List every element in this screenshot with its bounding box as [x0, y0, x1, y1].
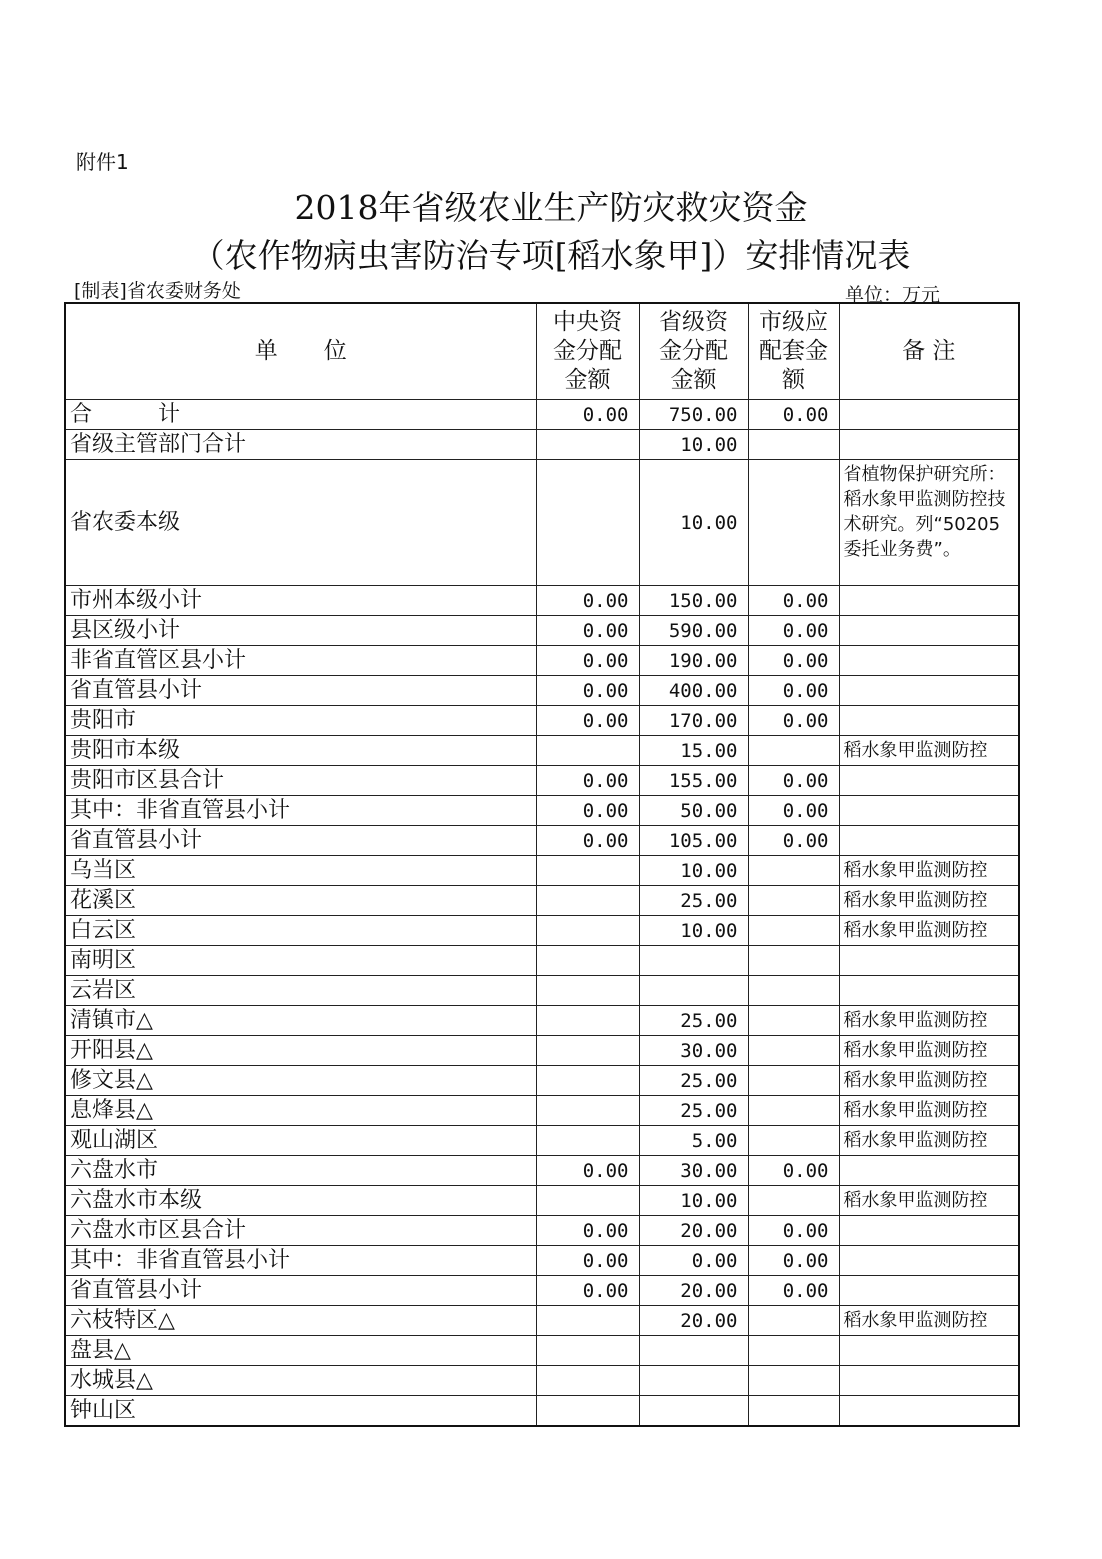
row-unit-name: 盘县△ — [65, 1336, 536, 1366]
row-note — [839, 1246, 1019, 1276]
table-row — [65, 796, 1019, 826]
table-row — [65, 646, 1019, 676]
row-central-amount — [536, 1096, 639, 1126]
table-row — [65, 916, 1019, 946]
table-row — [65, 1186, 1019, 1216]
row-unit-name: 非省直管区县小计 — [65, 646, 536, 676]
row-provincial-amount — [639, 946, 748, 976]
row-provincial-amount: 50.00 — [639, 796, 748, 826]
row-note — [839, 946, 1019, 976]
table-row — [65, 1396, 1019, 1427]
row-note — [839, 646, 1019, 676]
row-note — [839, 1156, 1019, 1186]
row-city-amount — [748, 736, 839, 766]
row-city-amount: 0.00 — [748, 400, 839, 430]
row-unit-name: 其中：非省直管县小计 — [65, 796, 536, 826]
row-provincial-amount: 10.00 — [639, 856, 748, 886]
table-row — [65, 1096, 1019, 1126]
table-row — [65, 676, 1019, 706]
row-unit-name: 修文县△ — [65, 1066, 536, 1096]
row-central-amount — [536, 1186, 639, 1216]
row-city-amount: 0.00 — [748, 1246, 839, 1276]
table-maker: [制表]省农委财务处 — [74, 280, 241, 302]
row-provincial-amount — [639, 1336, 748, 1366]
table-row — [65, 1066, 1019, 1096]
table-row — [65, 706, 1019, 736]
row-city-amount — [748, 976, 839, 1006]
row-central-amount — [536, 1366, 639, 1396]
row-city-amount — [748, 1336, 839, 1366]
row-provincial-amount: 590.00 — [639, 616, 748, 646]
row-note — [839, 766, 1019, 796]
row-unit-name: 省直管县小计 — [65, 826, 536, 856]
row-unit-name: 水城县△ — [65, 1366, 536, 1396]
row-provincial-amount: 20.00 — [639, 1276, 748, 1306]
row-unit-name: 云岩区 — [65, 976, 536, 1006]
row-central-amount: 0.00 — [536, 1276, 639, 1306]
row-central-amount — [536, 736, 639, 766]
row-unit-name: 省直管县小计 — [65, 676, 536, 706]
row-provincial-amount: 150.00 — [639, 586, 748, 616]
row-central-amount: 0.00 — [536, 616, 639, 646]
row-provincial-amount: 5.00 — [639, 1126, 748, 1156]
row-note — [839, 826, 1019, 856]
row-note — [839, 430, 1019, 460]
row-central-amount: 0.00 — [536, 1156, 639, 1186]
row-provincial-amount: 10.00 — [639, 1186, 748, 1216]
row-city-amount — [748, 946, 839, 976]
row-central-amount: 0.00 — [536, 400, 639, 430]
row-city-amount — [748, 1186, 839, 1216]
table-row — [65, 946, 1019, 976]
table-row — [65, 856, 1019, 886]
row-city-amount — [748, 1036, 839, 1066]
row-provincial-amount: 25.00 — [639, 1096, 748, 1126]
row-central-amount — [536, 1336, 639, 1366]
header-unit: 单 位 — [65, 303, 536, 400]
row-central-amount: 0.00 — [536, 586, 639, 616]
row-provincial-amount: 10.00 — [639, 916, 748, 946]
row-unit-name: 南明区 — [65, 946, 536, 976]
attachment-label: 附件1 — [76, 150, 129, 174]
table-row — [65, 586, 1019, 616]
row-note — [839, 1216, 1019, 1246]
table-row — [65, 976, 1019, 1006]
row-central-amount — [536, 1006, 639, 1036]
row-provincial-amount — [639, 1396, 748, 1427]
row-city-amount — [748, 1066, 839, 1096]
row-note — [839, 1276, 1019, 1306]
row-note — [839, 796, 1019, 826]
row-unit-name: 合 计 — [65, 400, 536, 430]
row-unit-name: 六盘水市 — [65, 1156, 536, 1186]
row-city-amount — [748, 460, 839, 586]
row-unit-name: 开阳县△ — [65, 1036, 536, 1066]
header-city-fund: 市级应 配套金 额 — [748, 303, 839, 400]
header-note: 备 注 — [839, 303, 1019, 400]
row-note: 稻水象甲监测防控 — [839, 916, 1019, 946]
table-row — [65, 460, 1019, 586]
row-provincial-amount: 30.00 — [639, 1156, 748, 1186]
row-unit-name: 贵阳市 — [65, 706, 536, 736]
row-central-amount: 0.00 — [536, 826, 639, 856]
row-city-amount — [748, 1126, 839, 1156]
row-central-amount — [536, 916, 639, 946]
table-row — [65, 616, 1019, 646]
table-row — [65, 1336, 1019, 1366]
row-central-amount — [536, 1306, 639, 1336]
row-city-amount — [748, 1366, 839, 1396]
row-central-amount — [536, 886, 639, 916]
row-central-amount — [536, 1126, 639, 1156]
row-note: 稻水象甲监测防控 — [839, 1096, 1019, 1126]
row-provincial-amount — [639, 976, 748, 1006]
row-unit-name: 贵阳市区县合计 — [65, 766, 536, 796]
row-provincial-amount: 30.00 — [639, 1036, 748, 1066]
row-note: 稻水象甲监测防控 — [839, 856, 1019, 886]
row-city-amount: 0.00 — [748, 826, 839, 856]
row-provincial-amount: 10.00 — [639, 430, 748, 460]
table-row — [65, 766, 1019, 796]
row-city-amount: 0.00 — [748, 1276, 839, 1306]
row-unit-name: 市州本级小计 — [65, 586, 536, 616]
row-city-amount: 0.00 — [748, 646, 839, 676]
row-note: 稻水象甲监测防控 — [839, 1006, 1019, 1036]
row-note — [839, 400, 1019, 430]
row-provincial-amount: 20.00 — [639, 1306, 748, 1336]
row-note — [839, 616, 1019, 646]
row-note: 稻水象甲监测防控 — [839, 1066, 1019, 1096]
table-row — [65, 1216, 1019, 1246]
row-central-amount: 0.00 — [536, 706, 639, 736]
row-provincial-amount: 25.00 — [639, 1006, 748, 1036]
row-note — [839, 1366, 1019, 1396]
table-row — [65, 736, 1019, 766]
row-unit-name: 其中：非省直管县小计 — [65, 1246, 536, 1276]
row-note — [839, 1336, 1019, 1366]
row-unit-name: 六枝特区△ — [65, 1306, 536, 1336]
row-provincial-amount: 25.00 — [639, 1066, 748, 1096]
row-note: 稻水象甲监测防控 — [839, 736, 1019, 766]
row-city-amount — [748, 430, 839, 460]
row-central-amount — [536, 430, 639, 460]
row-unit-name: 贵阳市本级 — [65, 736, 536, 766]
row-provincial-amount: 190.00 — [639, 646, 748, 676]
row-note: 稻水象甲监测防控 — [839, 1036, 1019, 1066]
row-city-amount: 0.00 — [748, 706, 839, 736]
row-city-amount: 0.00 — [748, 1216, 839, 1246]
row-note — [839, 1396, 1019, 1427]
row-city-amount — [748, 1006, 839, 1036]
row-unit-name: 六盘水市本级 — [65, 1186, 536, 1216]
table-row — [65, 1366, 1019, 1396]
row-note — [839, 586, 1019, 616]
table-row — [65, 1306, 1019, 1336]
row-unit-name: 花溪区 — [65, 886, 536, 916]
row-provincial-amount: 170.00 — [639, 706, 748, 736]
row-unit-name: 息烽县△ — [65, 1096, 536, 1126]
row-unit-name: 省直管县小计 — [65, 1276, 536, 1306]
page-title-line2: （农作物病虫害防治专项[稻水象甲]）安排情况表 — [191, 236, 911, 275]
row-note: 稻水象甲监测防控 — [839, 886, 1019, 916]
row-note — [839, 706, 1019, 736]
row-unit-name: 县区级小计 — [65, 616, 536, 646]
row-city-amount: 0.00 — [748, 616, 839, 646]
table-row — [65, 826, 1019, 856]
row-central-amount — [536, 1036, 639, 1066]
row-central-amount: 0.00 — [536, 676, 639, 706]
table-row — [65, 430, 1019, 460]
row-provincial-amount: 155.00 — [639, 766, 748, 796]
row-city-amount — [748, 1396, 839, 1427]
row-unit-name: 省级主管部门合计 — [65, 430, 536, 460]
table-row — [65, 400, 1019, 430]
row-city-amount — [748, 916, 839, 946]
header-central-fund: 中央资 金分配 金额 — [536, 303, 639, 400]
row-city-amount: 0.00 — [748, 676, 839, 706]
row-note — [839, 676, 1019, 706]
row-city-amount — [748, 886, 839, 916]
row-central-amount: 0.00 — [536, 1246, 639, 1276]
row-central-amount — [536, 856, 639, 886]
row-note: 省植物保护研究所：稻水象甲监测防控技术研究。列“50205委托业务费”。 — [839, 460, 1019, 586]
table-row — [65, 1276, 1019, 1306]
row-unit-name: 省农委本级 — [65, 460, 536, 586]
row-central-amount: 0.00 — [536, 796, 639, 826]
row-provincial-amount: 20.00 — [639, 1216, 748, 1246]
row-city-amount: 0.00 — [748, 796, 839, 826]
table-header-row — [65, 303, 1019, 400]
unit-label: 单位：万元 — [845, 284, 941, 306]
row-city-amount — [748, 1306, 839, 1336]
table-row — [65, 1036, 1019, 1066]
table-row — [65, 1006, 1019, 1036]
row-city-amount — [748, 856, 839, 886]
row-provincial-amount: 15.00 — [639, 736, 748, 766]
row-city-amount — [748, 1096, 839, 1126]
row-note: 稻水象甲监测防控 — [839, 1186, 1019, 1216]
row-city-amount: 0.00 — [748, 766, 839, 796]
table-row — [65, 1156, 1019, 1186]
page-title-line1: 2018年省级农业生产防灾救灾资金 — [294, 188, 808, 227]
row-provincial-amount: 105.00 — [639, 826, 748, 856]
row-unit-name: 白云区 — [65, 916, 536, 946]
row-central-amount: 0.00 — [536, 1216, 639, 1246]
row-provincial-amount: 750.00 — [639, 400, 748, 430]
row-note: 稻水象甲监测防控 — [839, 1306, 1019, 1336]
row-unit-name: 六盘水市区县合计 — [65, 1216, 536, 1246]
row-provincial-amount: 10.00 — [639, 460, 748, 586]
row-note: 稻水象甲监测防控 — [839, 1126, 1019, 1156]
row-provincial-amount — [639, 1366, 748, 1396]
row-unit-name: 清镇市△ — [65, 1006, 536, 1036]
row-central-amount — [536, 1396, 639, 1427]
row-city-amount: 0.00 — [748, 586, 839, 616]
row-central-amount — [536, 946, 639, 976]
row-provincial-amount: 400.00 — [639, 676, 748, 706]
row-central-amount — [536, 1066, 639, 1096]
row-unit-name: 钟山区 — [65, 1396, 536, 1427]
table-row — [65, 886, 1019, 916]
row-central-amount: 0.00 — [536, 646, 639, 676]
header-provincial-fund: 省级资 金分配 金额 — [639, 303, 748, 400]
row-central-amount — [536, 460, 639, 586]
row-unit-name: 观山湖区 — [65, 1126, 536, 1156]
row-city-amount: 0.00 — [748, 1156, 839, 1186]
row-central-amount: 0.00 — [536, 766, 639, 796]
allocation-table — [64, 302, 1020, 1427]
row-central-amount — [536, 976, 639, 1006]
row-provincial-amount: 0.00 — [639, 1246, 748, 1276]
table-row — [65, 1246, 1019, 1276]
row-note — [839, 976, 1019, 1006]
row-unit-name: 乌当区 — [65, 856, 536, 886]
row-provincial-amount: 25.00 — [639, 886, 748, 916]
table-row — [65, 1126, 1019, 1156]
